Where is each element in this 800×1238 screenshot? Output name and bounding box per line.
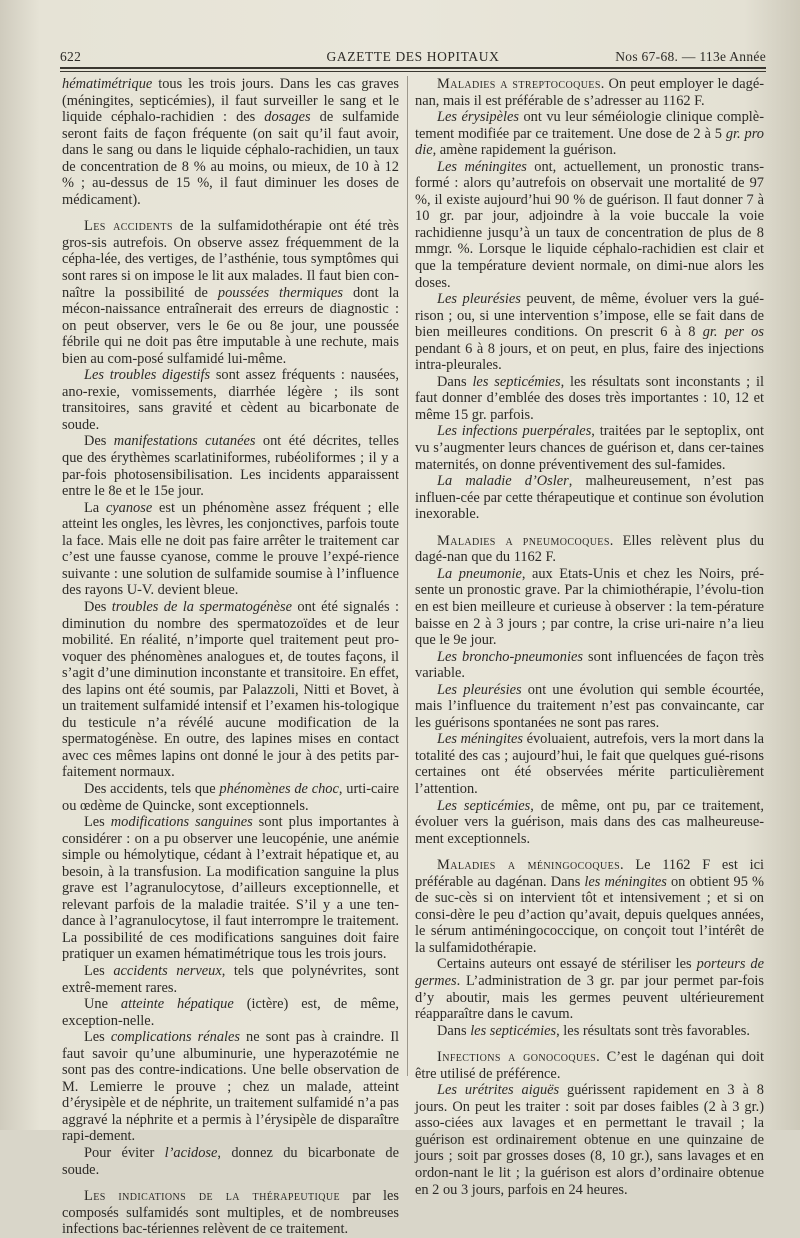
paragraph: [415, 423, 764, 473]
text-run: . Elles relèvent plus du dagé-nan que du 1162 F.: [415, 532, 765, 566]
section-heading: Les accidents: [84, 218, 173, 235]
text-run: . On peut employer le dagé-nan, mais il est préférable de s’adresser au 1162 F.: [415, 76, 764, 109]
paragraph: [415, 109, 764, 159]
italic-term: cyanose: [105, 499, 153, 516]
italic-term: les septicémies: [470, 1022, 557, 1039]
text-run: Les: [84, 962, 114, 979]
paragraph: [62, 814, 399, 963]
text-run: ont vu leur séméiologie clinique complè-tement modifiée par ce traitement. Une dose de 2 à 5: [415, 109, 764, 142]
paragraph: [415, 533, 764, 566]
text-run: Une: [84, 996, 121, 1013]
text-run: Des accidents, tels que: [84, 780, 220, 797]
paragraph: [415, 1082, 764, 1198]
right-column: [415, 76, 764, 1198]
paragraph: [62, 76, 399, 208]
paragraph: [62, 433, 399, 499]
paragraph: [415, 566, 764, 649]
text-run: , urti-caire ou œdème de Quincke, sont exceptionnels.: [62, 780, 399, 814]
paragraph: [62, 996, 399, 1029]
paragraph: [415, 76, 764, 109]
paragraph: [415, 159, 764, 291]
italic-term: les méningites: [584, 873, 667, 890]
text-run: Des: [84, 598, 112, 615]
text-run: , tels que polynévrites, sont extrê-mement rares.: [62, 962, 400, 996]
text-run: on obtient 95 % de suc-cès si on intervient tôt et intensivement ; et si on consi-dère le peu d’action qu’avait, depuis quelques années, le sérum antiméningococcique, on conçoit tout l’intérêt de la sulfamidothérapie.: [415, 873, 764, 956]
italic-term: troubles de la spermatogénèse: [111, 598, 292, 615]
paragraph: [415, 731, 764, 797]
italic-term: Les infections puerpérales: [437, 423, 592, 440]
italic-term: Les pleurésies: [437, 681, 522, 698]
text-run: tous les trois jours. Dans les cas graves (méningites, septicémies), il faut surveiller le sang et le liquide céphalo-rachidien : des: [62, 76, 399, 126]
italic-term: modifications sanguines: [110, 814, 253, 831]
italic-term: dosages: [264, 109, 311, 126]
paragraph: [415, 857, 764, 956]
text-run: Dans: [437, 1022, 471, 1039]
text-run: La: [84, 499, 106, 516]
text-run: (ictère) est, de même, exception-nelle.: [62, 996, 399, 1029]
text-run: . L’administration de 3 gr. par jour permet par-fois d’y aboutir, mais les germes peuvent ultérieurement réapparaître dans le cavum.: [415, 972, 764, 1023]
italic-term: atteinte hépatique: [120, 996, 234, 1013]
text-run: Certains auteurs ont essayé de stériliser les: [437, 956, 697, 973]
text-run: , malheureusement, n’est pas influen-cée par cette thérapeutique et continue son évolution inexorable.: [415, 473, 764, 523]
paragraph: [415, 291, 764, 374]
paragraph: [415, 798, 764, 848]
text-run: . C’est le dagénan qui doit être utilisé de préférence.: [415, 1049, 764, 1082]
italic-term: Les pleurésies: [437, 291, 521, 308]
text-run: Dans: [437, 373, 473, 390]
paragraph: [62, 218, 399, 367]
text-run: peuvent, de même, évoluer vers la gué-rison ; ou, si une intervention s’impose, elle se fait dans de bien meilleures conditions. On prescrit 6 à 8: [415, 291, 764, 341]
text-run: pendant 6 à 8 jours, et on peut, en plus, faire des injections intra-pleurales.: [415, 340, 764, 374]
text-run: , les résultats sont inconstants ; il faut donner d’emblée des doses très importantes : 10, 12 et même 15 gr. parfois.: [415, 373, 764, 423]
italic-term: phénomènes de choc: [219, 780, 339, 797]
text-run: , aux Etats-Unis et chez les Noirs, pré-sente un pronostic grave. Par la chimiothérapie, l’évolu-tion en est bien meilleure et curieuse à observer : la tem-pérature baisse en 2 à 3 jours ; par contre, la crise uri-naire n’a lieu que le 9e jour.: [415, 565, 764, 649]
text-run: ne sont pas à craindre. Il faut savoir qu’une albuminurie, une hyperazotémie ne sont pas des contre-indications. Une belle observation de M. Lemierre le prouve ; chez un malade, atteint d’érysipèle et de néphrite, un traitement sulfamidé n’a pas aggravé la néphrite et a permis à l’érysipèle de disparaître rapi-dement.: [62, 1029, 399, 1145]
text-run: Pour éviter: [84, 1145, 165, 1161]
text-run: Les: [84, 1029, 111, 1046]
italic-term: accidents nerveux: [113, 962, 222, 979]
paragraph: [62, 599, 399, 781]
text-run: ont été signalés : diminution du nombre des spermatozoïdes et de leur mobilité. En réalité, n’importe quel traitement peut pro-voquer des phénomènes analogues et, de toutes façons, il s’agit d’une diminution inconstante et transitoire. En effet, des lapins ont été soumis, par Palazzoli, Nitti et Bovet, à un traitement sulfamidé intensif et l’examen his-tologique du testicule n’a révélé aucune modification de la spermatogénèse. En outre, des lapines mises en contact avec ces mêmes lapins ont donné le jour à des petits par-faitement normaux.: [62, 598, 399, 781]
italic-term: Les méningites: [437, 731, 523, 748]
paragraph: [415, 649, 764, 682]
text-run: Les: [84, 814, 111, 831]
left-column: [62, 76, 399, 1238]
text-run: de sulfamide seront faits de façon fréquente (on sait qu’il faut avoir, dans le sang ou dans le liquide céphalo-rachidien, un taux de concentration de 8 % au moins, ou mieux, de 10 à 12 % ; au-dessus de 15 %, il faut diminuer les doses de médicament).: [62, 109, 399, 208]
text-run: dont la mécon-naissance entraînerait des erreurs de diagnostic : on peut observer, vers le 6e ou 8e jour, une poussée fébrile qui ne doit pas être imputable à une rechute, mais bien au com-posé sulfamidé lui-même.: [62, 284, 399, 367]
section-heading: Maladies a méningocoques: [437, 857, 621, 874]
paragraph: [62, 1145, 399, 1178]
italic-term: les septicémies: [472, 373, 561, 390]
italic-term: poussées thermiques: [217, 284, 344, 301]
text-run: ont, actuellement, un pronostic trans-formé : alors qu’autrefois on observait une mortalité de 97 %, il existe aujourd’hui 90 % de guérison. Il faut donner 7 à 10 gr. par jour, adjoindre à la voie buccale la voie rachidienne jusqu’à un taux de concentration de plus de 8 mmgr. %. Lorsque le liquide céphalo-rachidien est clair et que la température devient normale, on dimi-nue alors les doses.: [415, 158, 764, 291]
text-run: , les résultats sont très favorables.: [556, 1022, 750, 1039]
text-run: , traitées par le septoplix, ont vu s’augmenter leurs chances de guérison et, dans cer-taines maternités, on donne préventivement des sul-famides.: [415, 423, 764, 473]
italic-term: Les méningites: [437, 158, 527, 175]
journal-title: GAZETTE DES HOPITAUX: [326, 49, 500, 64]
paragraph: [62, 367, 399, 433]
italic-term: gr. pro die: [415, 125, 764, 159]
section-heading: Maladies a pneumocoques: [437, 532, 610, 549]
paragraph: [415, 956, 764, 1022]
section-heading: Infections a gonocoques: [437, 1049, 597, 1066]
text-run: , de même, ont pu, par ce traitement, évoluer vers la guérison, mais dans des cas malheureuse-ment exceptionnels.: [415, 797, 764, 847]
issue-info: Nos 67-68. — 113e Année: [615, 49, 766, 64]
italic-term: Les septicémies: [437, 797, 531, 814]
italic-term: Les broncho-pneumonies: [437, 648, 583, 665]
section-heading: Les indications de la thérapeutique: [84, 1188, 340, 1205]
italic-term: Les érysipèles: [437, 109, 519, 126]
paragraph: [62, 781, 399, 814]
italic-term: La maladie d’Osler: [437, 473, 569, 490]
text-run: évoluaient, autrefois, vers la mort dans la totalité des cas ; aujourd’hui, le fait que quelques gué-risons certaines ont été observées mérite particulièrement l’attention.: [415, 731, 765, 797]
paragraph: [62, 1029, 399, 1145]
paragraph: [62, 500, 399, 599]
text-run: est un phénomène assez fréquent ; elle atteint les ongles, les lèvres, les conjonctives, parfois toute la face. Mais elle ne doit pas faire arrêter le traitement car c’est une fausse cyanose, comme le prouve l’expé-rience suivante : une solution de sulfamide soumise à l’influence des rayons U-V. devient bleue.: [62, 499, 399, 599]
text-run: . Le 1162 F est ici préférable au dagénan. Dans: [415, 857, 764, 890]
text-run: sont influencées de façon très variable.: [415, 648, 764, 682]
section-heading: Maladies a streptocoques: [437, 76, 601, 92]
italic-term: complications rénales: [110, 1029, 240, 1046]
text-run: , donnez du bicarbonate de soude.: [62, 1145, 400, 1178]
paragraph: [62, 1188, 399, 1238]
column-divider: [407, 76, 408, 1076]
text-run: par les composés sulfamidés sont multiples, et de nombreuses infections bac-tériennes relèvent de ce traitement.: [62, 1188, 399, 1238]
paragraph: [415, 1049, 764, 1082]
italic-term: Les troubles digestifs: [84, 367, 211, 384]
italic-term: porteurs de germes: [415, 956, 765, 989]
text-run: Des: [84, 433, 114, 450]
italic-term: gr. per os: [702, 324, 764, 341]
header-rule-thin: [60, 71, 766, 72]
text-run: de la sulfamidothérapie ont été très gros-sis autrefois. On observe assez fréquemment de la cépha-lée, des vertiges, de l’asthénie, tous symptômes qui sont rares si on impose le lit aux malades. Il faut bien con-naître la possibilité de: [62, 218, 400, 301]
running-header: [60, 46, 766, 68]
paragraph: [415, 682, 764, 732]
paragraph: [62, 963, 399, 996]
italic-term: hématimétrique: [62, 76, 153, 92]
italic-term: La pneumonie: [437, 565, 522, 582]
text-run: sont assez fréquents : nausées, ano-rexie, vomissements, diarrhée légère ; ils sont transitoires, sans gravité et cèdent au bicarbonate de soude.: [62, 367, 400, 433]
text-run: ont une évolution qui semble écourtée, mais l’influence du traitement n’est pas convaincante, car les guérisons spontanées ne sont pas rares.: [415, 681, 764, 731]
text-run: , amène rapidement la guérison.: [432, 142, 617, 159]
page-number: 622: [60, 49, 82, 64]
italic-term: l’acidose: [164, 1145, 218, 1161]
paragraph: [415, 374, 764, 424]
text-run: ont été décrites, telles que des érythèmes scarlatiniformes, rubéoliformes ; il y a par-fois photosensibilisation. Les incidents apparaissent entre le 8e et le 15e jour.: [62, 433, 399, 500]
text-run: guérissent rapidement en 3 à 8 jours. On peut les traiter : soit par doses faibles (2 à 3 gr.) asso-ciées aux lavages et en permettant le travail ; la guérison est ordinairement obtenue en une quinzaine de jours ; soit par grosses doses (8, 10 gr.), sans lavages et en ordon-nant le lit ; la guérison est alors d’ordinaire obtenue en 2 ou 3 jours, parfois en 24 heures.: [415, 1082, 764, 1198]
italic-term: manifestations cutanées: [113, 433, 256, 450]
text-run: sont plus importantes à considérer : on a pu observer une leucopénie, une anémie simple ou hémolytique, cédant à l’extrait hépatique et, au besoin, à la transfusion. La modification sanguine la plus grave est l’agranulocytose, d’ailleurs exceptionnelle, et relevant parfois de la maladie traitée. S’il y a une ten-dance à l’agranulocytose, il faut interrompre le traitement. La possibilité de ces modifications sanguines doit faire pratiquer un examen hématimétrique tous les trois jours.: [62, 814, 399, 963]
paragraph: [415, 473, 764, 523]
paragraph: [415, 1023, 764, 1040]
italic-term: Les urétrites aiguës: [437, 1082, 560, 1099]
header-rule-thick: [60, 67, 766, 69]
